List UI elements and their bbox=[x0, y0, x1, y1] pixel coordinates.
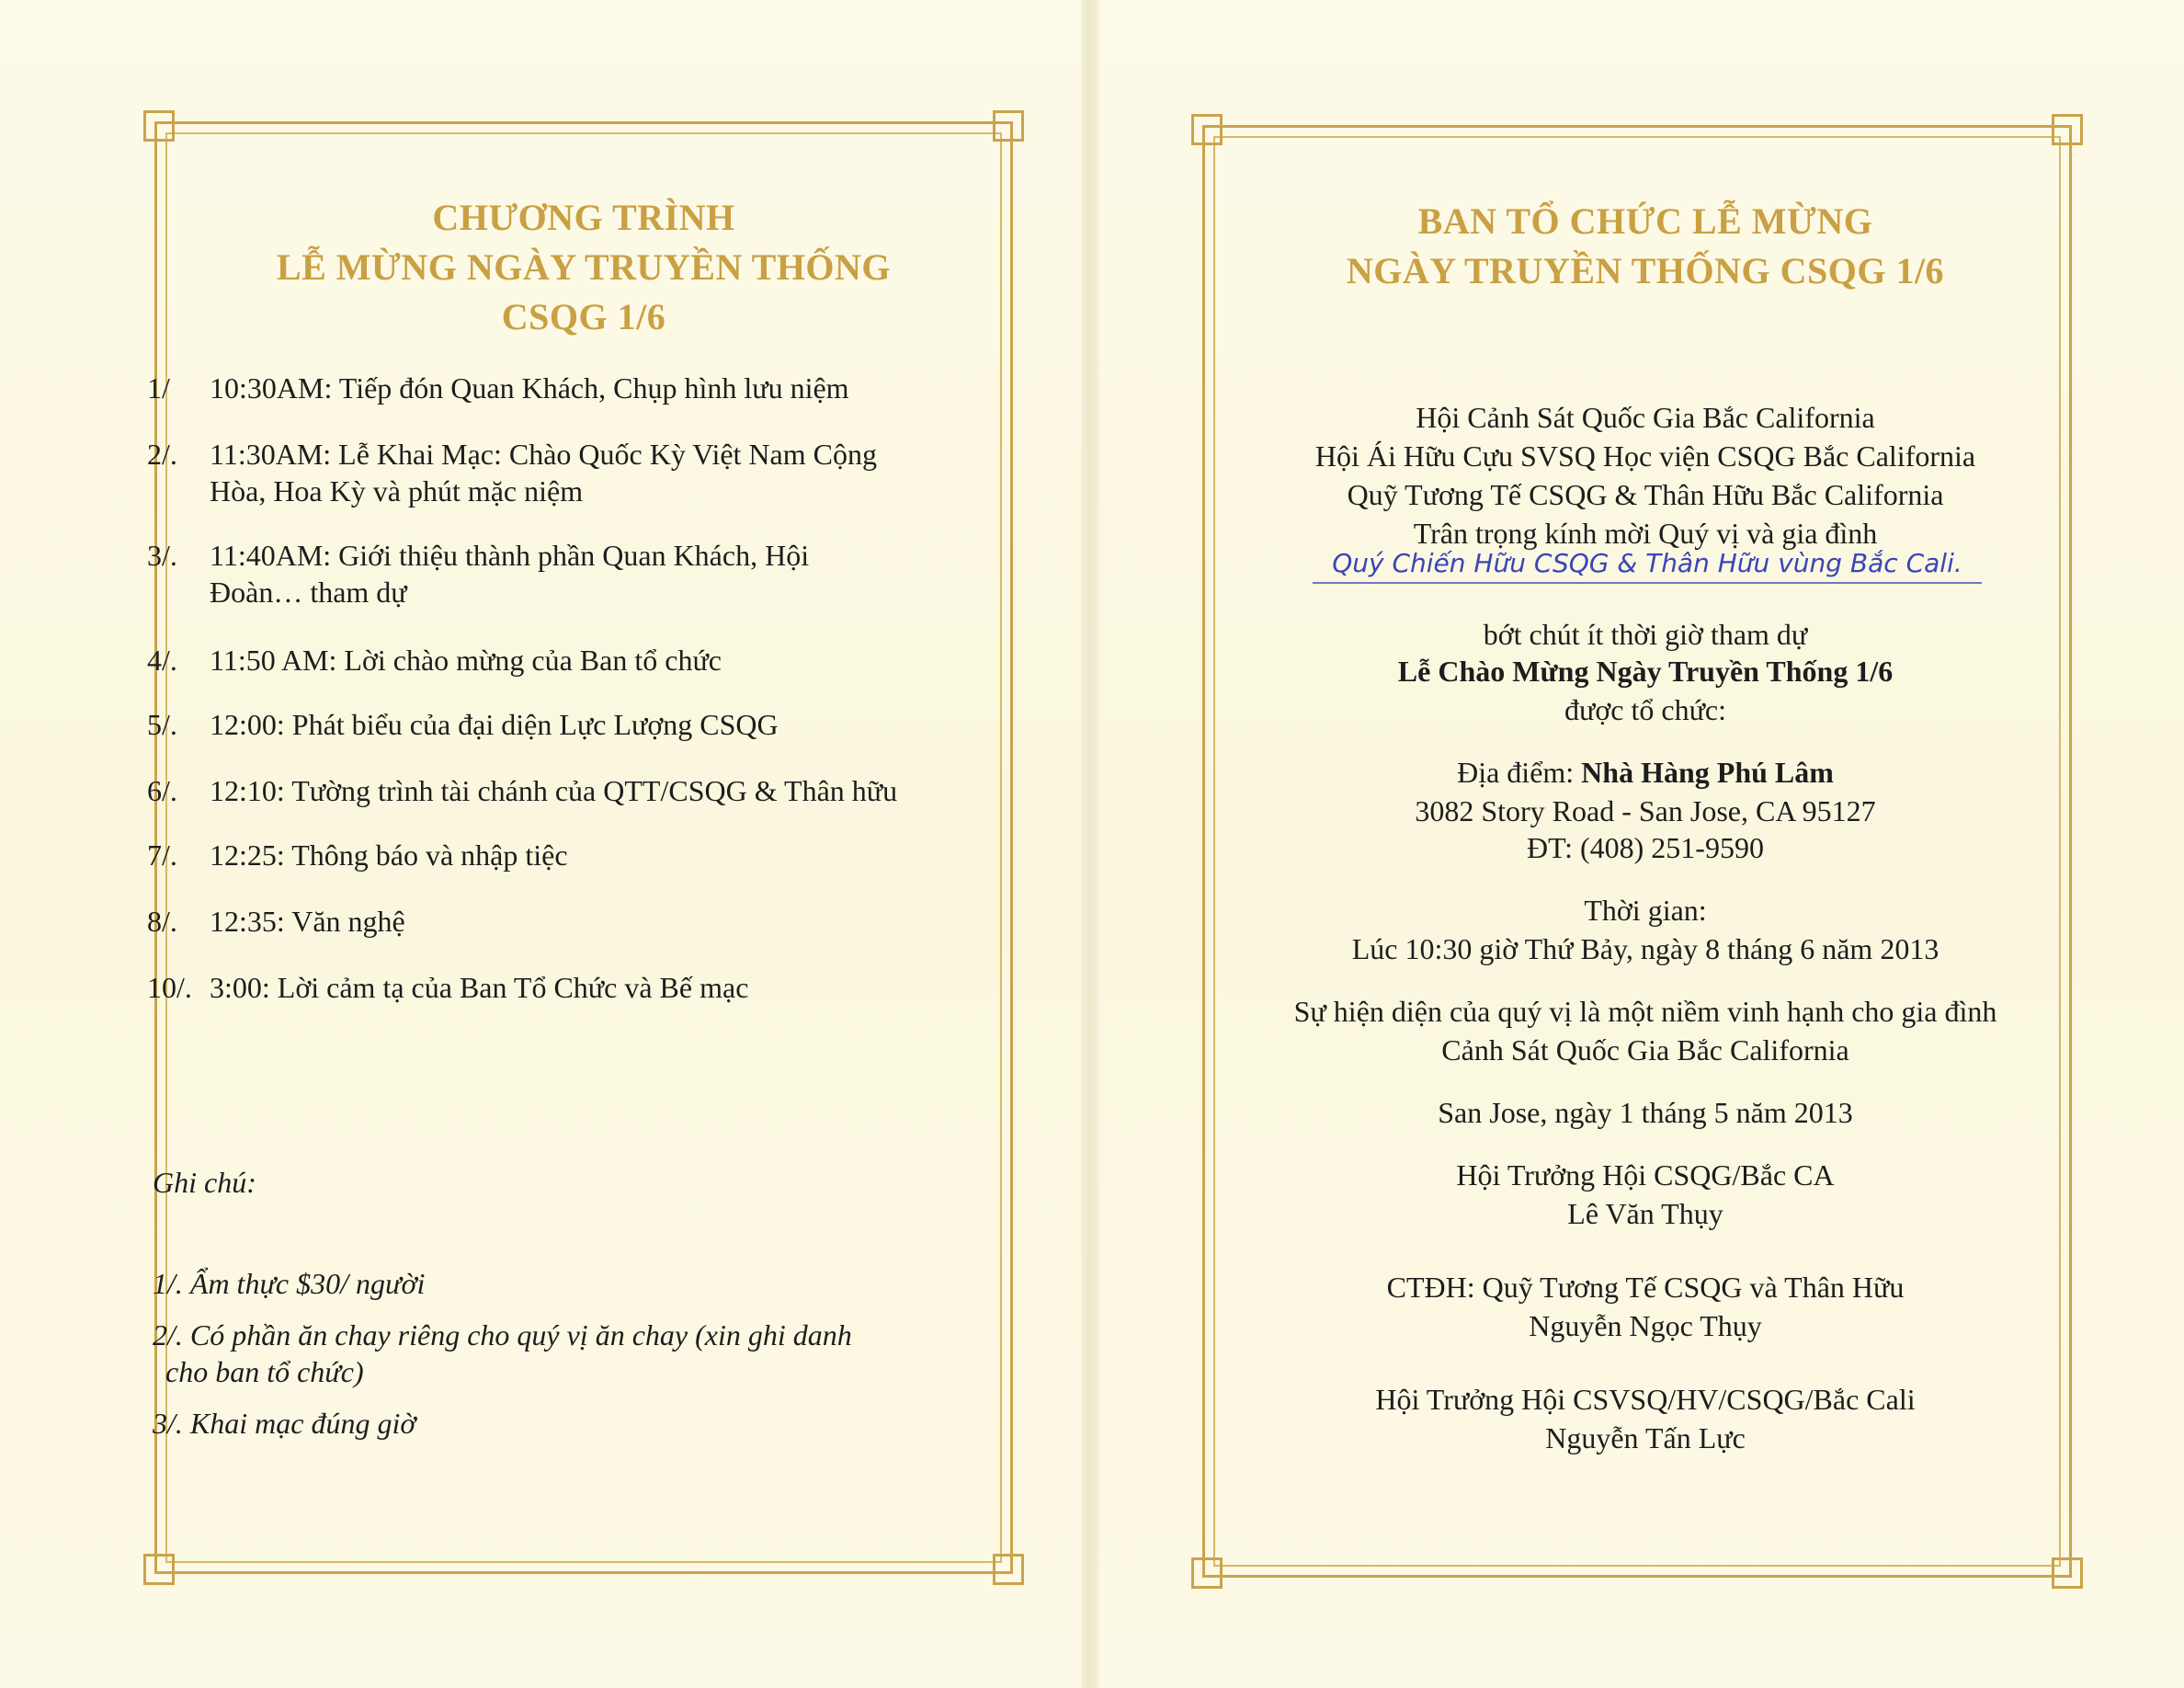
frame-corner-ornament bbox=[1191, 114, 1223, 145]
program-item bbox=[147, 772, 993, 809]
signer-name: Nguyễn Tấn Lực bbox=[1545, 1421, 1746, 1454]
signer-name: Nguyễn Ngọc Thụy bbox=[1529, 1309, 1762, 1342]
program-title-line: CSQG 1/6 bbox=[501, 296, 666, 337]
host-line: Quỹ Tương Tế CSQG & Thân Hữu Bắc California bbox=[1347, 478, 1944, 511]
venue-phone: ĐT: (408) 251-9590 bbox=[1527, 831, 1764, 864]
host-line: Hội Cảnh Sát Quốc Gia Bắc California bbox=[1416, 401, 1875, 434]
venue-label: Địa điểm: bbox=[1457, 756, 1575, 789]
frame-corner-ornament bbox=[2052, 114, 2083, 145]
frame-corner-ornament bbox=[143, 110, 175, 142]
program-item bbox=[147, 969, 993, 1006]
venue-line bbox=[1232, 754, 2059, 791]
organizers-title-line: NGÀY TRUYỀN THỐNG CSQG 1/6 bbox=[1346, 250, 1945, 291]
program-item-number: 1/ bbox=[147, 371, 170, 405]
program-item bbox=[147, 436, 993, 509]
program-item-text: 11:50 AM: Lời chào mừng của Ban tổ chức bbox=[210, 644, 722, 677]
note-item-text: cho ban tổ chức) bbox=[165, 1355, 364, 1388]
card-fold bbox=[1081, 0, 1099, 1688]
organized-label: được tổ chức: bbox=[1564, 693, 1726, 726]
organizers-title-line: BAN TỔ CHỨC LỄ MỪNG bbox=[1417, 200, 1873, 242]
signer-role: CTĐH: Quỹ Tương Tế CSQG và Thân Hữu bbox=[1386, 1271, 1905, 1304]
program-item-number: 2/. bbox=[147, 438, 177, 471]
date-line: San Jose, ngày 1 tháng 5 năm 2013 bbox=[1438, 1096, 1853, 1129]
program-item bbox=[147, 903, 993, 940]
note-item bbox=[153, 1317, 980, 1390]
invite-request: bớt chút ít thời giờ tham dự bbox=[1483, 618, 1808, 651]
program-title-line: CHƯƠNG TRÌNH bbox=[432, 197, 735, 238]
event-name: Lễ Chào Mừng Ngày Truyền Thống 1/6 bbox=[1397, 655, 1894, 688]
frame-corner-ornament bbox=[2052, 1557, 2083, 1589]
program-item bbox=[147, 370, 993, 406]
venue-address: 3082 Story Road - San Jose, CA 95127 bbox=[1415, 794, 1876, 827]
program-item-text: Hòa, Hoa Kỳ và phút mặc niệm bbox=[210, 474, 584, 508]
program-item-text: 11:30AM: Lễ Khai Mạc: Chào Quốc Kỳ Việt Nam Cộng bbox=[210, 438, 877, 471]
program-item bbox=[147, 837, 993, 873]
time-label: Thời gian: bbox=[1584, 894, 1707, 927]
program-item-text: 12:35: Văn nghệ bbox=[210, 905, 405, 938]
program-item-number: 6/. bbox=[147, 774, 177, 807]
organizers-title bbox=[1232, 197, 2059, 296]
honor-line: Cảnh Sát Quốc Gia Bắc California bbox=[1441, 1033, 1849, 1066]
honor-line: Sự hiện diện của quý vị là một niềm vinh hạnh cho gia đình bbox=[1293, 995, 1997, 1028]
program-item-number: 4/. bbox=[147, 644, 177, 677]
program-item bbox=[147, 706, 993, 743]
program-item-number: 5/. bbox=[147, 708, 177, 741]
program-title bbox=[184, 193, 984, 342]
program-item-text: 12:25: Thông báo và nhập tiệc bbox=[210, 838, 568, 872]
program-item bbox=[147, 537, 993, 610]
program-item-text: 10:30AM: Tiếp đón Quan Khách, Chụp hình lưu niệm bbox=[210, 371, 849, 405]
program-item-text: Đoàn… tham dự bbox=[210, 576, 407, 609]
host-line: Hội Ái Hữu Cựu SVSQ Học viện CSQG Bắc California bbox=[1314, 439, 1976, 473]
signer-role: Hội Trưởng Hội CSVSQ/HV/CSQG/Bắc Cali bbox=[1375, 1383, 1916, 1416]
time-value: Lúc 10:30 giờ Thứ Bảy, ngày 8 tháng 6 năm 2013 bbox=[1351, 932, 1939, 965]
program-item-text: 12:00: Phát biểu của đại diện Lực Lượng CSQG bbox=[210, 708, 779, 741]
program-item-number: 7/. bbox=[147, 838, 177, 872]
invite-line: Trân trọng kính mời Quý vị và gia đình bbox=[1413, 517, 1878, 550]
note-item-text: 2/. Có phần ăn chay riêng cho quý vị ăn chay (xin ghi danh bbox=[153, 1318, 852, 1352]
program-item-number: 8/. bbox=[147, 905, 177, 938]
frame-corner-ornament bbox=[1191, 1557, 1223, 1589]
program-title-line: LỄ MỪNG NGÀY TRUYỀN THỐNG bbox=[276, 246, 892, 288]
venue-name: Nhà Hàng Phú Lâm bbox=[1581, 756, 1834, 789]
program-item-text: 11:40AM: Giới thiệu thành phần Quan Khách, Hội bbox=[210, 539, 810, 572]
signer-name: Lê Văn Thụy bbox=[1567, 1197, 1723, 1230]
note-item: 3/. Khai mạc đúng giờ bbox=[153, 1407, 416, 1440]
handwritten-guest-name: Quý Chiến Hữu CSQG & Thân Hữu vùng Bắc Cali. bbox=[1313, 545, 1982, 584]
program-item-text: 3:00: Lời cảm tạ của Ban Tổ Chức và Bế mạc bbox=[210, 971, 749, 1004]
signer-role: Hội Trưởng Hội CSQG/Bắc CA bbox=[1456, 1158, 1835, 1192]
frame-corner-ornament bbox=[143, 1554, 175, 1585]
program-item-text: 12:10: Tường trình tài chánh của QTT/CSQG & Thân hữu bbox=[210, 774, 898, 807]
frame-corner-ornament bbox=[993, 110, 1024, 142]
note-item: 1/. Ẩm thực $30/ người bbox=[153, 1267, 426, 1300]
notes-title: Ghi chú: bbox=[153, 1166, 256, 1199]
program-item bbox=[147, 642, 993, 679]
frame-corner-ornament bbox=[993, 1554, 1024, 1585]
program-item-number: 10/. bbox=[147, 971, 192, 1004]
program-item-number: 3/. bbox=[147, 539, 177, 572]
